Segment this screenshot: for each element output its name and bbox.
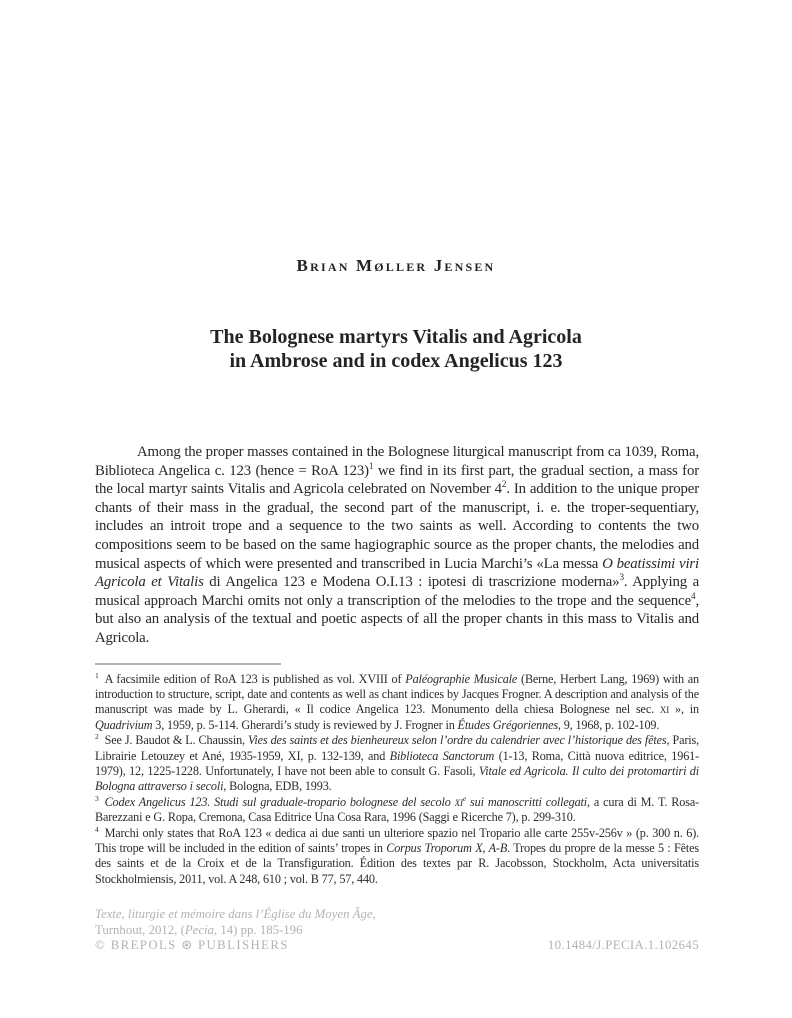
- body-paragraph: Among the proper masses contained in the Bolognese liturgical manuscript from ca 1039, Roma, Biblioteca Angelica c. 123 (hence = RoA 123)$^1$ we find in its first part, the gradual section, a mass for the local martyr saints Vitalis and Agricola celebrated on November $4^2$. In addition to the unique proper chants of their mass in the gradual, the second part of the manuscript, i. e. the troper-sequentiary, includes an introit trope and a sequence to the two saints as well. According to contents the two compositions seem to be based on the same hagiographic source as the proper chants, the melodies and musical aspects of which were presented and transcribed in Lucia Marchi’s «La messa O beatissimi viri Agricola et Vitalis di Angelica 123 e Modena O.I.13 : ipotesi di trascrizione moderna»$^3$. Applying a musical approach Marchi omits not only a transcription of the melodies to the trope and the sequence$^4$, but also an analysis of the textual and poetic aspects of all the proper chants in this mass to Vitalis and Agricola.: [95, 444, 700, 646]
- article-title-line-2: in Ambrose and in codex Angelicus 123: [229, 349, 563, 372]
- footer-publication-info: Turnhout, 2012, (Pecia, 14) pp. 185-196: [95, 922, 303, 937]
- footer-series-title: Texte, liturgie et mémoire dans l’Église du Moyen Âge,: [95, 907, 376, 922]
- footer-bottom-row: [95, 938, 699, 953]
- footnotes-section: [95, 672, 699, 888]
- article-title: [0, 326, 792, 373]
- footer-copyright: © BREPOLS ⊛ PUBLISHERS: [95, 938, 289, 953]
- footnote-3: $^3$ Codex Angelicus 123. Studi sul graduale-tropario bolognese del secolo $xi^e$ sui manoscritti collegati, a cura di M. T. Rosa-Barezzani e G. Ropa, Cremona, Casa Editrice Una Cosa Rara, 1996 (Saggi e Ricerche 7), p. 299-310.: [95, 793, 699, 825]
- footnote-separator-rule: [95, 663, 281, 665]
- footnote-1: $^1$ A facsimile edition of RoA 123 is published as vol. XVIII of Paléographie Musicale (Berne, Herbert Lang, 1969) with an introduction to structure, script, date and contents as well as chant indices by Jacques Frogner. A description and analysis of the manuscript was made by L. Gherardi, « Il codice Angelica 123. Monumento della chiesa Bolognese nel sec. xi », in Quadrivium 3, 1959, p. 5-114. Gherardi’s study is reviewed by J. Frogner in Études Grégoriennes, 9, 1968, p. 102-109.: [95, 670, 699, 732]
- footnote-4: $^4$ Marchi only states that RoA 123 « dedica ai due santi un ulteriore spazio nel Tropario alle carte 255v-256v » (p. 300 n. 6). This trope will be included in the edition of saints’ tropes in Corpus Troporum X, A-B. Tropes du propre de la messe 5 : Fêtes des saints et de la Croix et de la Transfiguration. Édition des textes par R. Jacobsson, Stockholm, Acta universitatis Stockholmiensis, 2011, vol. A 248, 610 ; vol. B 77, 57, 440.: [95, 824, 700, 886]
- author-name: Brian Møller Jensen: [296, 256, 496, 275]
- article-title-line-1: The Bolognese martyrs Vitalis and Agricola: [210, 326, 582, 348]
- footnote-2: $^2$ See J. Baudot & L. Chaussin, Vies des saints et des bienheureux selon l’ordre du calendrier avec l’historique des fêtes, Paris, Librairie Letouzey et Ané, 1935-1959, XI, p. 132-139, and Biblioteca Sanctorum (1-13, Roma, Città nuova editrice, 1961-1979), 12, 1225-1228. Unfortunately, I have not been able to consult G. Fasoli, Vitale ed Agricola. Il culto dei protomartiri di Bologna attraverso i secoli, Bologna, EDB, 1993.: [95, 732, 699, 794]
- publication-footer: [95, 907, 699, 953]
- article-body: [95, 443, 699, 953]
- footer-doi: 10.1484/J.PECIA.1.102645: [547, 938, 699, 953]
